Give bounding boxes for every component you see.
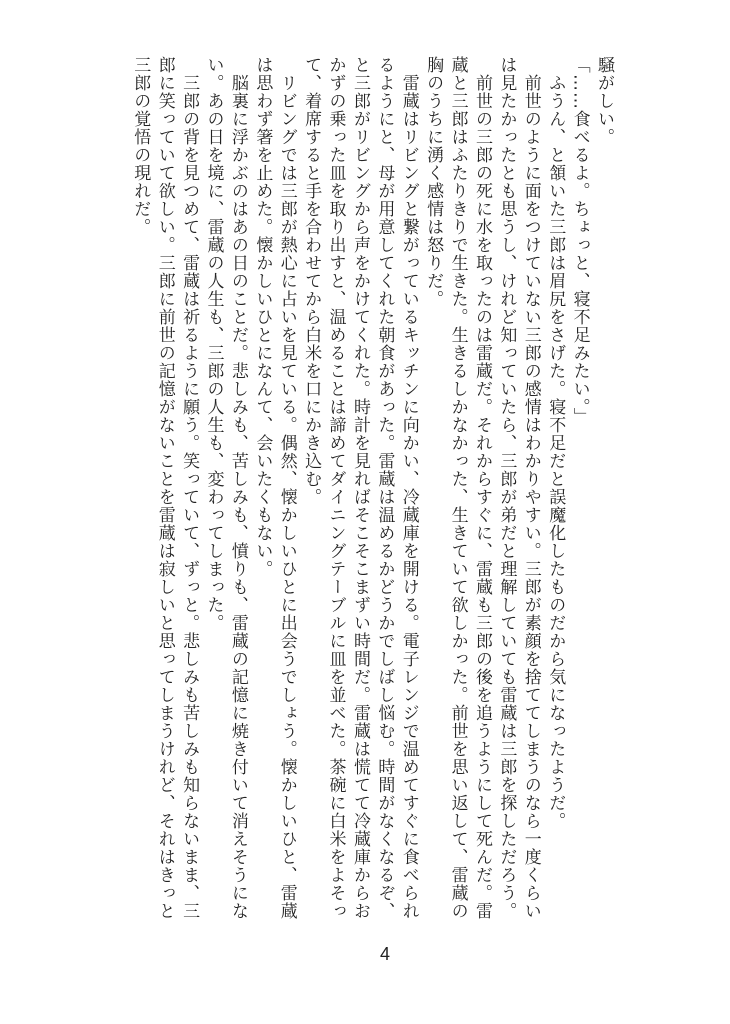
text-line: 雷蔵はリビングと繋がっているキッチンに向かい、冷蔵庫を開ける。電子レンジで温めてすぐに食べられ xyxy=(398,56,419,920)
text-line: ふうん、と頷いた三郎は眉尻をさげた。寝不足だと誤魔化したものだから気になったようだ。 xyxy=(545,56,566,830)
text-line: 前世のように面をつけていない三郎の感情はわかりやすい。三郎が素顔を捨ててしまうのなら一度くらい xyxy=(520,56,541,920)
text-line: は思わず箸を止めた。懐かしいひとになんて、会いたくもない。 xyxy=(252,56,273,578)
text-line: るようにと、母が用意してくれた朝食があった。雷蔵は温めるかどうかでしばし悩む。時間がなくなるぞ、 xyxy=(374,56,395,920)
text-line: は見たかったとも思うし、けれど知っていたら、三郎が弟だと理解していても雷蔵は三郎を探しただろう。 xyxy=(496,56,517,920)
text-line: 三郎の背を見つめて、雷蔵は祈るように願う。笑っていて、ずっと。悲しみも苦しみも知らないまま、三 xyxy=(179,56,200,920)
text-line: と三郎がリビングから声をかけてくれた。時計を見ればそこそこまずい時間だ。雷蔵は慌てて冷蔵庫からお xyxy=(349,56,370,920)
text-line: かずの乗った皿を取り出すと、温めることは諦めてダイニングテーブルに皿を並べた。茶碗に白米をよそっ xyxy=(325,56,346,920)
text-line: て、着席すると手を合わせてから白米を口にかき込む。 xyxy=(301,56,322,506)
text-line: 胸のうちに湧く感情は怒りだ。 xyxy=(423,56,444,308)
text-line: リビングでは三郎が熱心に占いを見ている。偶然、懐かしいひとに出会うでしょう。懐かしいひと、雷蔵 xyxy=(276,56,297,920)
text-line: 蔵と三郎はふたりきりで生きた。生きるしかなかった、生きていて欲しかった。前世を思い返して、雷蔵の xyxy=(447,56,468,920)
text-line: 脳裏に浮かぶのはあの日のことだ。悲しみも、苦しみも、憤りも、雷蔵の記憶に焼き付いて消えそうにな xyxy=(227,56,248,920)
vertical-text-body xyxy=(128,56,616,926)
text-line: 前世の三郎の死に水を取ったのは雷蔵だ。それからすぐに、雷蔵も三郎の後を追うようにして死んだ。雷 xyxy=(471,56,492,920)
text-line: 三郎の覚悟の現れだ。 xyxy=(130,56,151,236)
text-line: 郎に笑っていて欲しい。三郎に前世の記憶がないことを雷蔵は寂しいと思ってしまうけれど、それはきっと xyxy=(154,56,175,920)
text-line: 「……食べるよ。ちょっと、寝不足みたい。」 xyxy=(569,56,590,426)
page-number: 4 xyxy=(380,944,391,964)
text-line: 騒がしい。 xyxy=(594,56,614,146)
text-line: い。あの日を境に、雷蔵の人生も、三郎の人生も、変わってしまった。 xyxy=(203,56,224,632)
